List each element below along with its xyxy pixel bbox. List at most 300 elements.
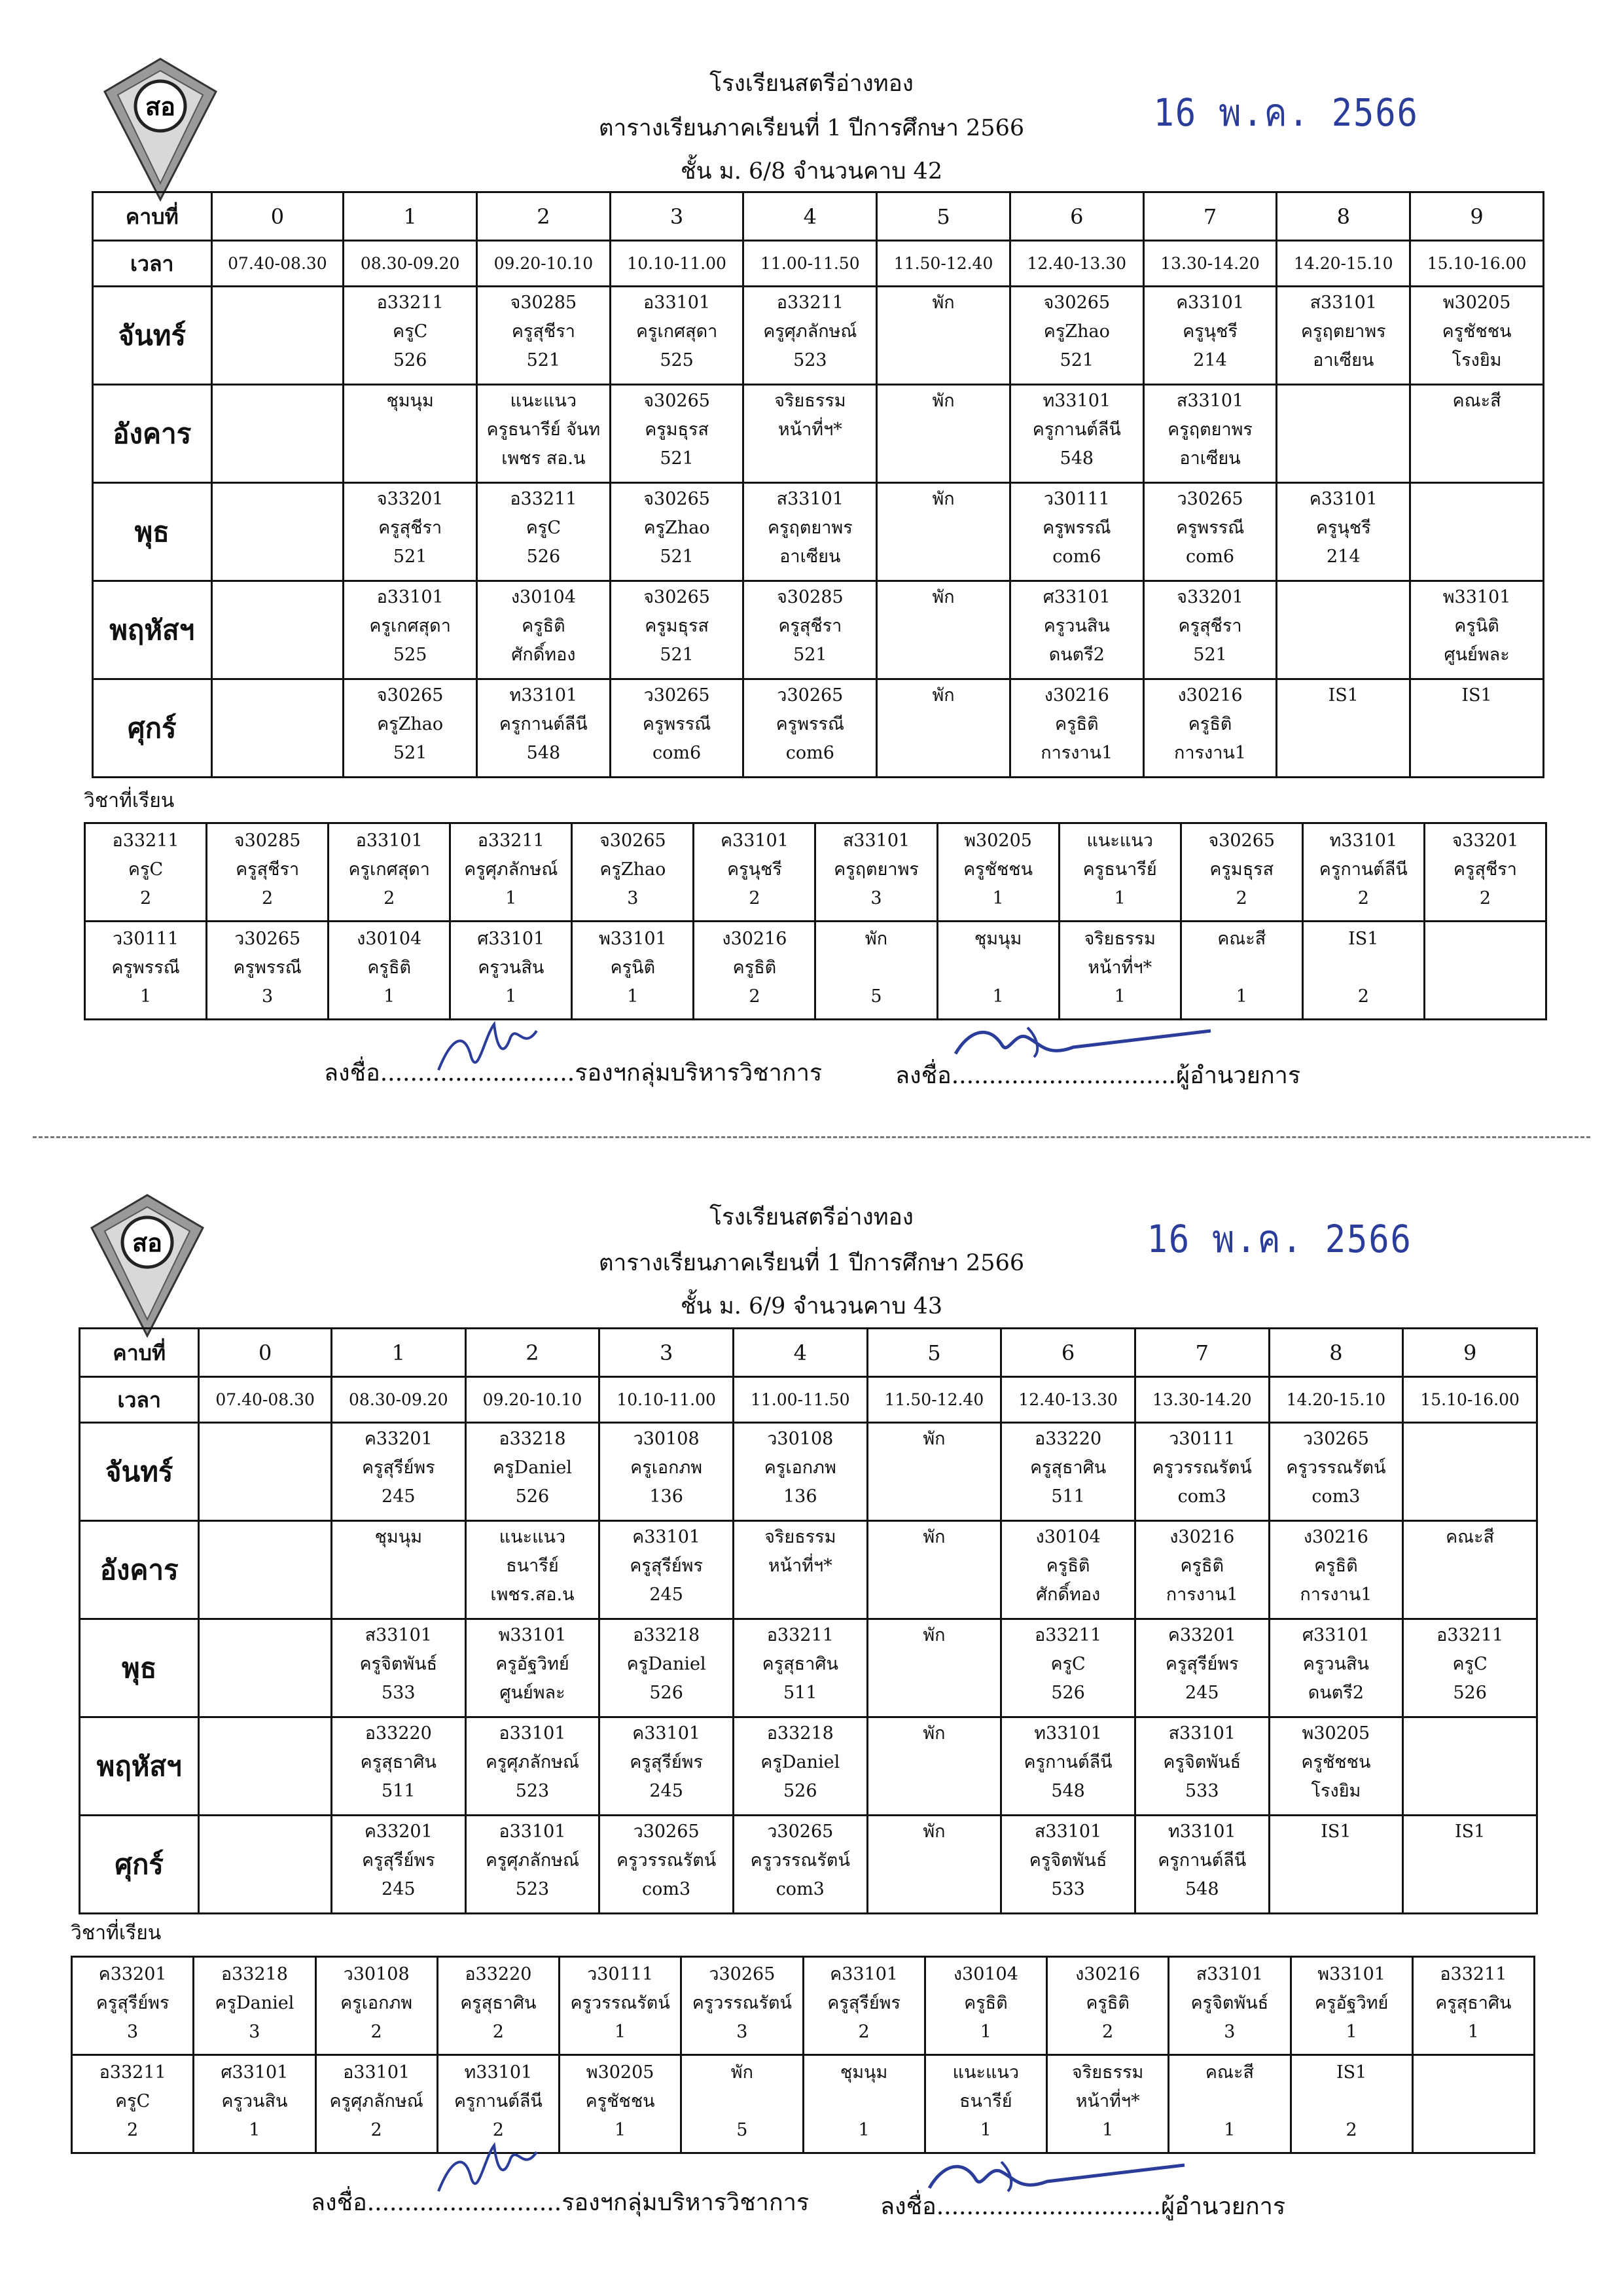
period-number: 0 bbox=[199, 1329, 332, 1377]
cell-line: 523 bbox=[515, 1879, 550, 1899]
cell-line: 523 bbox=[515, 1781, 550, 1801]
cell-line: 1 bbox=[249, 2120, 260, 2140]
cell-line bbox=[804, 2087, 924, 2116]
cell-line: ครูC bbox=[526, 518, 561, 538]
cell-line: com6 bbox=[1185, 547, 1235, 567]
subject-cell bbox=[1412, 1957, 1534, 2055]
cell-line: 2 bbox=[1357, 888, 1369, 908]
subject-cell bbox=[1291, 1957, 1412, 2055]
class-cell bbox=[331, 1521, 465, 1619]
cell-line: พัก bbox=[932, 489, 955, 509]
class-cell bbox=[211, 483, 344, 581]
class-cell bbox=[199, 1816, 332, 1914]
cell-line: อาเซียน bbox=[779, 547, 841, 567]
cell-line: ครูสุรีย์พร bbox=[361, 1850, 435, 1871]
subject-cell bbox=[572, 823, 694, 922]
cell-line: ท33101 bbox=[1168, 1821, 1236, 1842]
term-title: ตารางเรียนภาคเรียนที่ 1 ปีการศึกษา 2566 bbox=[598, 115, 1025, 141]
cell-line: ครูจิตพันธ์ bbox=[1190, 1993, 1269, 2013]
cell-line: 1 bbox=[980, 2120, 991, 2140]
cell-line: ครูZhao bbox=[599, 859, 666, 880]
cell-line: 1 bbox=[383, 986, 395, 1007]
period-time: 14.20-15.10 bbox=[1277, 241, 1410, 287]
subject-cell bbox=[1169, 2055, 1291, 2153]
cell-line: อาเซียน bbox=[1313, 350, 1374, 370]
class-cell bbox=[1410, 287, 1544, 385]
cell-line: ครูอัฐวิทย์ bbox=[495, 1654, 569, 1674]
cell-line: 1 bbox=[1102, 2120, 1114, 2140]
class-cell bbox=[867, 1816, 1001, 1914]
class-cell bbox=[733, 1717, 867, 1816]
cell-line: ง30104 bbox=[510, 587, 576, 607]
cell-line: ง30216 bbox=[1177, 685, 1243, 706]
cell-line: IS1 bbox=[1321, 1821, 1351, 1842]
cell-line: 1 bbox=[858, 2120, 870, 2140]
subject-cell bbox=[1047, 2055, 1169, 2153]
cell-line: ครูสุธาศิน bbox=[1029, 1458, 1107, 1478]
cell-line: ครูเกศสุดา bbox=[348, 859, 430, 880]
cell-line: พ30205 bbox=[964, 831, 1032, 851]
signature-mark-icon bbox=[432, 2132, 563, 2204]
cell-line: ครูสุชีรา bbox=[236, 859, 300, 880]
cell-line: พัก bbox=[923, 1821, 946, 1842]
cell-line: จริยธรรม bbox=[1084, 929, 1156, 949]
class-cell bbox=[1135, 1521, 1269, 1619]
cell-line: ค33101 bbox=[720, 831, 789, 851]
cell-line: ครูสุชีรา bbox=[378, 518, 442, 538]
cell-line: com3 bbox=[1177, 1486, 1226, 1507]
cell-line: อ33101 bbox=[376, 587, 444, 607]
subject-cell bbox=[694, 922, 815, 1020]
class-cell bbox=[877, 581, 1010, 679]
subject-cell bbox=[437, 1957, 559, 2055]
cell-line: ครูจิตพันธ์ bbox=[359, 1654, 438, 1674]
subject-cell bbox=[681, 1957, 803, 2055]
class-cell bbox=[344, 385, 477, 483]
class-cell bbox=[1403, 1816, 1537, 1914]
cell-line: ครูธิติ bbox=[1046, 1556, 1090, 1576]
cell-line: ง30216 bbox=[1169, 1527, 1235, 1547]
cell-line: ครูสุรีย์พร bbox=[827, 1993, 901, 2013]
subject-cell bbox=[1169, 1957, 1291, 2055]
cell-line: จ30265 bbox=[643, 489, 710, 509]
cell-line: 1 bbox=[1114, 888, 1126, 908]
class-cell bbox=[344, 483, 477, 581]
cell-line: ครูนิติ bbox=[610, 958, 656, 978]
cell-line: ครูวนสิน bbox=[478, 958, 544, 978]
cell-line: ครูวรรณรัตน์ bbox=[1152, 1458, 1252, 1478]
cell-line: 3 bbox=[249, 2022, 260, 2042]
class-cell bbox=[610, 385, 743, 483]
cell-line: จ30285 bbox=[776, 587, 844, 607]
cell-line: ครูZhao bbox=[1043, 321, 1110, 342]
cell-line: 1 bbox=[615, 2022, 626, 2042]
cell-line: ครูธิติ bbox=[522, 616, 565, 636]
subject-cell bbox=[315, 1957, 437, 2055]
cell-line: คณะสี bbox=[1205, 2062, 1254, 2083]
class-cell bbox=[1403, 1423, 1537, 1521]
cell-line: การงาน1 bbox=[1174, 743, 1247, 763]
cell-line: ครูDaniel bbox=[492, 1458, 572, 1478]
cell-line: ครูศุภลักษณ์ bbox=[763, 321, 857, 342]
class-cell bbox=[1403, 1619, 1537, 1717]
cell-line: ครูนุชรี bbox=[1183, 321, 1238, 342]
cell-line: จ30285 bbox=[234, 831, 301, 851]
day-name: ศุกร์ bbox=[93, 679, 212, 778]
subject-cell bbox=[315, 2055, 437, 2153]
cell-line: 5 bbox=[870, 986, 882, 1007]
class-cell bbox=[599, 1521, 734, 1619]
class-cell bbox=[743, 679, 877, 778]
cell-line bbox=[816, 954, 936, 982]
cell-line: 521 bbox=[793, 645, 827, 665]
subjects-row bbox=[72, 1957, 1535, 2055]
cell-line: จ30265 bbox=[599, 831, 666, 851]
cell-line: อาเซียน bbox=[1179, 448, 1241, 469]
cell-line: อ33101 bbox=[643, 293, 711, 313]
cell-line: ครูสุธาศิน bbox=[1435, 1993, 1512, 2013]
class-cell bbox=[1277, 287, 1410, 385]
cell-line: ศักดิ์ทอง bbox=[1035, 1585, 1101, 1605]
cell-line: IS1 bbox=[1336, 2062, 1367, 2083]
class-cell bbox=[1135, 1423, 1269, 1521]
class-cell bbox=[733, 1423, 867, 1521]
class-cell bbox=[733, 1521, 867, 1619]
class-cell bbox=[1143, 581, 1277, 679]
cell-line: ว30265 bbox=[643, 685, 710, 706]
class-cell bbox=[599, 1423, 734, 1521]
cell-line: อ33218 bbox=[499, 1429, 566, 1449]
cell-line: ชุมนุม bbox=[386, 391, 434, 411]
day-name: พุธ bbox=[80, 1619, 199, 1717]
subject-cell bbox=[1059, 922, 1181, 1020]
cell-line: 3 bbox=[870, 888, 882, 908]
period-time: 08.30-09.20 bbox=[331, 1377, 465, 1423]
cell-line: 548 bbox=[526, 743, 561, 763]
cell-line: พ30205 bbox=[1302, 1723, 1370, 1744]
period-time: 15.10-16.00 bbox=[1403, 1377, 1537, 1423]
cell-line: 526 bbox=[1051, 1683, 1085, 1703]
class-cell bbox=[1001, 1717, 1135, 1816]
cell-line: ว30111 bbox=[587, 1964, 654, 1984]
class-cell bbox=[465, 1619, 599, 1717]
class-cell bbox=[1135, 1619, 1269, 1717]
cell-line: ครูกานต์ลีนี bbox=[1158, 1850, 1247, 1871]
cell-line: ศูนย์พละ bbox=[499, 1683, 565, 1703]
cell-line: ครูธิติ bbox=[1180, 1556, 1224, 1576]
cell-line: 2 bbox=[1479, 888, 1491, 908]
cell-line: ง30216 bbox=[722, 929, 787, 949]
cell-line: ส33101 bbox=[365, 1625, 432, 1645]
cell-line: ศักดิ์ทอง bbox=[511, 645, 576, 665]
signature-mark-icon bbox=[916, 2152, 1191, 2204]
cell-line: อ33211 bbox=[376, 293, 444, 313]
cell-line: ครูC bbox=[393, 321, 428, 342]
cell-line: ครูC bbox=[115, 2091, 151, 2111]
cell-line: 548 bbox=[1060, 448, 1094, 469]
cell-line: ครูวรรณรัตน์ bbox=[1286, 1458, 1386, 1478]
cell-line: ว30111 bbox=[1169, 1429, 1236, 1449]
cell-line: ครูจิตพันธ์ bbox=[1163, 1752, 1241, 1772]
class-cell bbox=[1010, 581, 1143, 679]
class-cell bbox=[1135, 1816, 1269, 1914]
cell-line: ส33101 bbox=[1176, 391, 1244, 411]
cell-line: 2 bbox=[262, 888, 274, 908]
period-number: 5 bbox=[877, 192, 1010, 241]
cell-line: ครูศุภลักษณ์ bbox=[464, 859, 558, 880]
cell-line: ครูศุภลักษณ์ bbox=[485, 1752, 580, 1772]
cell-line: com6 bbox=[652, 743, 702, 763]
cell-line: อ33101 bbox=[499, 1723, 566, 1744]
cell-line: 1 bbox=[505, 986, 517, 1007]
cell-line: 245 bbox=[649, 1585, 683, 1605]
class-cell bbox=[599, 1619, 734, 1717]
cell-line: 245 bbox=[382, 1486, 416, 1507]
cell-line: ครูพรรณี bbox=[1175, 518, 1245, 538]
cell-line: อ33218 bbox=[221, 1964, 288, 1984]
class-cell bbox=[877, 483, 1010, 581]
cell-line: อ33218 bbox=[633, 1625, 700, 1645]
cell-line: จ30265 bbox=[376, 685, 444, 706]
class-cell bbox=[331, 1816, 465, 1914]
class-cell bbox=[1001, 1521, 1135, 1619]
cell-line: ง30216 bbox=[1044, 685, 1109, 706]
cell-line: อ33220 bbox=[465, 1964, 532, 1984]
cell-line: ครูพรรณี bbox=[233, 958, 302, 978]
cell-line: การงาน1 bbox=[1300, 1585, 1372, 1605]
day-name: พฤหัสฯ bbox=[93, 581, 212, 679]
cell-line: ว30265 bbox=[234, 929, 301, 949]
period-number: 7 bbox=[1135, 1329, 1269, 1377]
class-cell bbox=[610, 287, 743, 385]
cell-line: ครูวรรณรัตน์ bbox=[750, 1850, 850, 1871]
cell-line: 136 bbox=[649, 1486, 683, 1507]
cell-line: ค33201 bbox=[1168, 1625, 1236, 1645]
subject-cell bbox=[1047, 1957, 1169, 2055]
cell-line: จ30265 bbox=[1208, 831, 1275, 851]
period-number: 1 bbox=[344, 192, 477, 241]
cell-line: พ33101 bbox=[599, 929, 667, 949]
class-cell bbox=[1269, 1717, 1403, 1816]
subject-cell bbox=[803, 1957, 925, 2055]
cell-line: ค33101 bbox=[632, 1723, 701, 1744]
cell-line: ท33101 bbox=[464, 2062, 533, 2083]
class-cell bbox=[1135, 1717, 1269, 1816]
class-cell bbox=[733, 1619, 867, 1717]
cell-line: ครูมธุรส bbox=[645, 616, 709, 636]
subjects-row bbox=[85, 823, 1546, 922]
cell-line: 1 bbox=[992, 986, 1004, 1007]
cell-line: หน้าที่ฯ* bbox=[777, 420, 842, 440]
cell-line: ครูธิติ bbox=[964, 1993, 1008, 2013]
term-title: ตารางเรียนภาคเรียนที่ 1 ปีการศึกษา 2566 bbox=[598, 1250, 1025, 1276]
school-name: โรงเรียนสตรีอ่างทอง bbox=[709, 1204, 914, 1230]
cell-line: จ30265 bbox=[643, 391, 710, 411]
subject-cell bbox=[207, 922, 329, 1020]
cell-line: ครูDaniel bbox=[215, 1993, 294, 2013]
day-row bbox=[80, 1521, 1537, 1619]
cell-line: ครูDaniel bbox=[760, 1752, 840, 1772]
cell-line: 521 bbox=[660, 448, 694, 469]
cell-line: ครูมธุรส bbox=[1209, 859, 1274, 880]
subject-cell bbox=[450, 922, 572, 1020]
cell-line: เพชร สอ.น bbox=[501, 448, 586, 469]
cell-line: ครูกานต์ลีนี bbox=[1319, 859, 1408, 880]
class-cell bbox=[465, 1521, 599, 1619]
class-cell bbox=[465, 1423, 599, 1521]
class-cell bbox=[1277, 581, 1410, 679]
class-cell bbox=[1010, 287, 1143, 385]
time-header-label: เวลา bbox=[80, 1377, 199, 1423]
cell-line: ธนารีย์ bbox=[506, 1556, 559, 1576]
cell-line: 521 bbox=[393, 547, 427, 567]
period-time: 13.30-14.20 bbox=[1135, 1377, 1269, 1423]
day-row bbox=[80, 1619, 1537, 1717]
cell-line: ครูนิติ bbox=[1454, 616, 1499, 636]
cell-line: 1 bbox=[505, 888, 517, 908]
cell-line: ครูฤตยาพร bbox=[1300, 321, 1386, 342]
cell-line: 1 bbox=[627, 986, 639, 1007]
subject-cell bbox=[1424, 823, 1546, 922]
sign-vice-director: ลงชื่อ..........................รองฯกลุ่มบริหารวิชาการ bbox=[324, 1060, 823, 1086]
cell-line: 548 bbox=[1185, 1879, 1219, 1899]
cell-line: 214 bbox=[1327, 547, 1361, 567]
class-cell bbox=[1277, 385, 1410, 483]
subject-cell bbox=[925, 1957, 1046, 2055]
cell-line: ครูธิติ bbox=[732, 958, 777, 978]
date-stamp: 16 พ.ค. 2566 bbox=[1153, 90, 1419, 135]
day-row bbox=[80, 1816, 1537, 1914]
cell-line: ว30108 bbox=[343, 1964, 410, 1984]
class-cell bbox=[199, 1521, 332, 1619]
class-line: ชั้น ม. 6/8 จำนวนคาบ 42 bbox=[680, 158, 943, 185]
class-cell bbox=[610, 581, 743, 679]
cell-line: ครูZhao bbox=[377, 714, 444, 734]
day-row bbox=[80, 1423, 1537, 1521]
cell-line: หน้าที่ฯ* bbox=[1075, 2091, 1140, 2111]
subject-cell bbox=[72, 2055, 194, 2153]
cell-line: 136 bbox=[783, 1486, 817, 1507]
cell-line bbox=[682, 2087, 802, 2116]
day-name: อังคาร bbox=[93, 385, 212, 483]
period-number: 8 bbox=[1277, 192, 1410, 241]
subject-cell bbox=[815, 922, 937, 1020]
cell-line: ครูสุชีรา bbox=[778, 616, 842, 636]
class-cell bbox=[1143, 679, 1277, 778]
cell-line: ครูเอกภพ bbox=[764, 1458, 836, 1478]
cell-line: ท33101 bbox=[509, 685, 578, 706]
cell-line bbox=[938, 954, 1058, 982]
cell-line: ครูสุธาศิน bbox=[762, 1654, 838, 1674]
cell-line: 525 bbox=[393, 645, 427, 665]
cell-line: ครูธิติ bbox=[1314, 1556, 1358, 1576]
cell-line: ครูกานต์ลีนี bbox=[454, 2091, 543, 2111]
cell-line: 3 bbox=[127, 2022, 139, 2042]
cell-line: ศ33101 bbox=[1043, 587, 1111, 607]
class-cell bbox=[1410, 483, 1544, 581]
cell-line: 533 bbox=[1185, 1781, 1219, 1801]
cell-line: อ33211 bbox=[1436, 1625, 1504, 1645]
cell-line: ครูพรรณี bbox=[111, 958, 180, 978]
subject-cell bbox=[85, 823, 207, 922]
cell-line: 3 bbox=[736, 2022, 748, 2042]
class-cell bbox=[599, 1816, 734, 1914]
cell-line: อ33211 bbox=[99, 2062, 166, 2083]
cell-line: ดนตรี2 bbox=[1308, 1683, 1364, 1703]
day-name: ศุกร์ bbox=[80, 1816, 199, 1914]
period-number: 3 bbox=[610, 192, 743, 241]
cell-line: 523 bbox=[793, 350, 827, 370]
cell-line: ว30265 bbox=[633, 1821, 700, 1842]
cell-line: 511 bbox=[783, 1683, 817, 1703]
cell-line: ชุมนุม bbox=[374, 1527, 422, 1547]
class-cell bbox=[877, 679, 1010, 778]
period-number: 4 bbox=[743, 192, 877, 241]
cell-line: การงาน1 bbox=[1166, 1585, 1238, 1605]
subject-cell bbox=[1059, 823, 1181, 922]
cell-line: พัก bbox=[932, 685, 955, 706]
cell-line bbox=[1292, 2087, 1412, 2116]
class-cell bbox=[1269, 1423, 1403, 1521]
time-header-label: เวลา bbox=[93, 241, 212, 287]
period-number: 6 bbox=[1001, 1329, 1135, 1377]
cell-line: 2 bbox=[139, 888, 152, 908]
signature-mark-icon bbox=[942, 1018, 1217, 1070]
cell-line: com3 bbox=[1311, 1486, 1361, 1507]
cell-line: 2 bbox=[1236, 888, 1247, 908]
class-cell bbox=[877, 287, 1010, 385]
cell-line: 511 bbox=[382, 1781, 416, 1801]
schedule-table bbox=[92, 191, 1544, 778]
cell-line: IS1 bbox=[1454, 1821, 1486, 1842]
period-header-label: คาบที่ bbox=[93, 192, 212, 241]
period-number: 0 bbox=[211, 192, 344, 241]
class-cell bbox=[211, 679, 344, 778]
cell-line: อ33211 bbox=[766, 1625, 834, 1645]
cell-line: 2 bbox=[127, 2120, 139, 2140]
cell-line: ครูเกศสุดา bbox=[369, 616, 451, 636]
class-cell bbox=[465, 1717, 599, 1816]
subject-cell bbox=[450, 823, 572, 922]
subjects-row bbox=[72, 2055, 1535, 2153]
cell-line: 521 bbox=[660, 645, 694, 665]
cell-line: อ33218 bbox=[766, 1723, 834, 1744]
cell-line: แนะแนว bbox=[1086, 831, 1153, 851]
subject-cell bbox=[681, 2055, 803, 2153]
cell-line: อ33211 bbox=[510, 489, 577, 509]
school-name: โรงเรียนสตรีอ่างทอง bbox=[709, 71, 914, 97]
cell-line: คณะสี bbox=[1452, 391, 1501, 411]
period-time: 10.10-11.00 bbox=[599, 1377, 734, 1423]
cell-line: ครูDaniel bbox=[626, 1654, 706, 1674]
class-cell bbox=[867, 1423, 1001, 1521]
cell-line: 1 bbox=[1467, 2022, 1479, 2042]
class-cell bbox=[477, 287, 611, 385]
period-number: 8 bbox=[1269, 1329, 1403, 1377]
class-cell bbox=[1143, 483, 1277, 581]
cell-line bbox=[1169, 2087, 1289, 2116]
cell-line: ครูพรรณี bbox=[1043, 518, 1111, 538]
sign-vice-director: ลงชื่อ..........................รองฯกลุ่มบริหารวิชาการ bbox=[311, 2189, 810, 2216]
cell-line: อ33211 bbox=[776, 293, 844, 313]
cell-line: แนะแนว bbox=[510, 391, 577, 411]
cell-line: 521 bbox=[660, 547, 694, 567]
period-time: 12.40-13.30 bbox=[1001, 1377, 1135, 1423]
cell-line: พัก bbox=[730, 2062, 753, 2083]
subject-cell bbox=[1302, 823, 1424, 922]
class-cell bbox=[331, 1717, 465, 1816]
class-cell bbox=[1269, 1619, 1403, 1717]
